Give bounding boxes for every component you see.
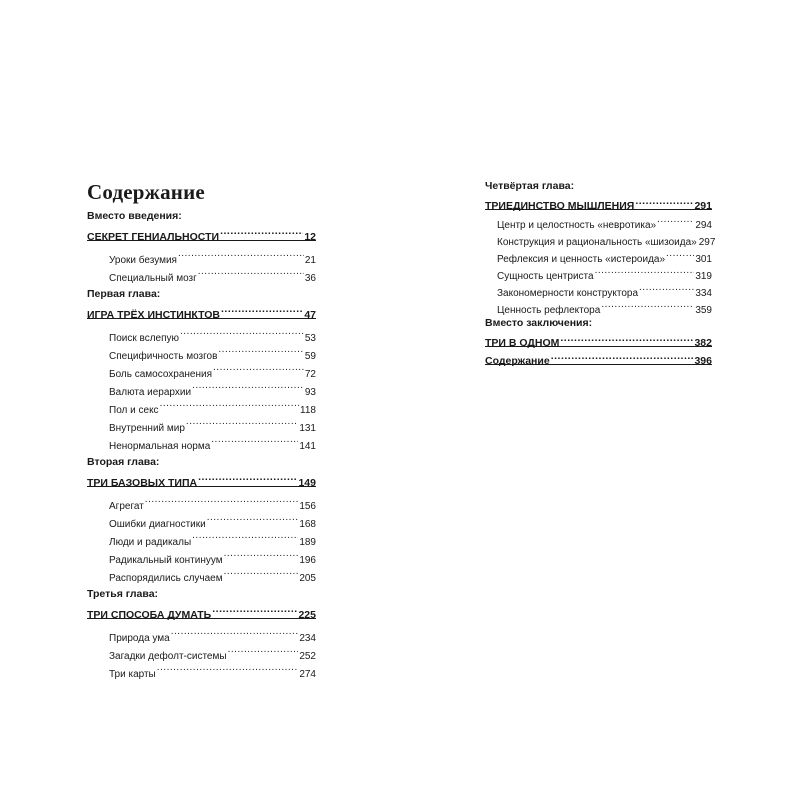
entry-page: 319 [695,271,712,282]
leader-dots [212,601,297,618]
entry-title: Ценность рефлектора [497,305,601,316]
leader-dots [224,563,299,581]
leader-dots [145,491,299,509]
entry-page: 382 [694,337,712,349]
toc-entry-main[interactable] [485,193,712,210]
toc-right-column [485,180,716,367]
entry-page: 131 [299,423,316,434]
entry-page: 21 [304,255,316,266]
entry-page: 252 [299,651,316,662]
entry-page: 168 [299,519,316,530]
entry-title: Агрегат [109,501,144,512]
entry-title: Внутренний мир [109,423,185,434]
toc-entry-main[interactable] [485,330,712,347]
entry-page: 156 [299,501,316,512]
entry-title: Загадки дефолт-системы [109,651,227,662]
leader-dots [207,509,299,527]
section-label-chapter3: Третья глава: [87,588,159,600]
entry-title: Сущность центриста [497,271,594,282]
entry-title: Специфичность мозгов [109,351,218,362]
leader-dots [198,469,297,486]
leader-dots [198,263,304,281]
leader-dots [171,623,299,641]
entry-title: Ошибки диагностики [109,519,206,530]
toc-entry[interactable] [87,245,316,266]
entry-title: Природа ума [109,633,170,644]
entry-page: 334 [695,288,712,299]
toc-title: Содержание [87,180,205,204]
entry-page: 36 [304,273,316,284]
entry-title: Валюта иерархии [109,387,192,398]
entry-title: ТРИ СПОСОБА ДУМАТЬ [87,609,212,621]
entry-page: 234 [299,633,316,644]
leader-dots [220,223,303,240]
entry-title: Уроки безумия [109,255,177,266]
entry-page: 225 [298,609,316,621]
leader-dots [635,193,693,209]
entry-page: 72 [304,369,316,380]
leader-dots [186,413,298,431]
toc-entry[interactable] [87,623,316,644]
entry-title: СЕКРЕТ ГЕНИАЛЬНОСТИ [87,231,220,243]
toc-entry[interactable] [87,323,316,344]
toc-entry[interactable] [87,491,316,512]
entry-title: Поиск вслепую [109,333,179,344]
leader-dots [221,301,303,318]
entry-page: 93 [304,387,316,398]
entry-title: Рефлексия и ценность «истероида» [497,254,666,265]
entry-page: 149 [298,477,316,489]
entry-title: Радикальный континуум [109,555,223,566]
leader-dots [218,341,303,359]
entry-title: Специальный мозг [109,273,197,284]
entry-title: ТРИ В ОДНОМ [485,337,560,349]
toc-entry-main[interactable] [87,601,316,619]
entry-title: Содержание [485,355,550,367]
entry-page: 12 [304,231,316,243]
entry-title: ТРИ БАЗОВЫХ ТИПА [87,477,198,489]
leader-dots [160,395,299,413]
section-label-intro: Вместо введения: [87,210,182,222]
entry-title: Боль самосохранения [109,369,213,380]
entry-title: Конструкция и рациональность «шизоида» [497,237,697,248]
entry-page: 196 [299,555,316,566]
entry-title: ИГРА ТРЁХ ИНСТИНКТОВ [87,309,221,321]
section-label-chapter1: Первая глава: [87,288,161,300]
entry-title: Ненормальная норма [109,441,211,452]
entry-title: Закономерности конструктора [497,288,639,299]
entry-page: 118 [300,405,316,416]
leader-dots [224,545,299,563]
section-label-chapter2: Вторая глава: [87,456,160,468]
leader-dots [560,330,693,346]
entry-page: 59 [304,351,316,362]
leader-dots [192,377,304,395]
entry-title: Люди и радикалы [109,537,192,548]
leader-dots [228,641,299,659]
entry-title: ТРИЕДИНСТВО МЫШЛЕНИЯ [485,200,635,212]
entry-page: 189 [299,537,316,548]
toc-entry-main[interactable] [87,469,316,487]
toc-left-column [87,210,316,680]
toc-entry-main[interactable] [87,301,316,319]
entry-title: Центр и целостность «невротика» [497,220,657,231]
entry-page: 396 [694,355,712,367]
entry-page: 297 [698,237,716,248]
section-label-chapter4: Четвёртая глава: [485,180,575,192]
entry-title: Распорядились случаем [109,573,223,584]
toc-entry-main[interactable] [87,223,316,241]
leader-dots [213,359,304,377]
entry-page: 291 [694,200,712,212]
entry-page: 274 [299,669,316,680]
entry-page: 53 [304,333,316,344]
leader-dots [157,659,299,677]
leader-dots [211,431,298,449]
leader-dots [551,348,694,364]
entry-page: 301 [695,254,712,265]
leader-dots [666,245,694,262]
leader-dots [601,296,694,313]
entry-title: Пол и секс [109,405,159,416]
entry-title: Три карты [109,669,156,680]
leader-dots [639,279,694,296]
entry-page: 205 [299,573,316,584]
leader-dots [180,323,304,341]
leader-dots [192,527,298,545]
entry-page: 359 [695,305,712,316]
entry-page: 141 [299,441,316,452]
section-label-conclusion: Вместо заключения: [485,317,593,329]
entry-page: 47 [304,309,316,321]
leader-dots [657,211,694,228]
leader-dots [178,245,304,263]
entry-page: 294 [695,220,712,231]
leader-dots [595,262,695,279]
